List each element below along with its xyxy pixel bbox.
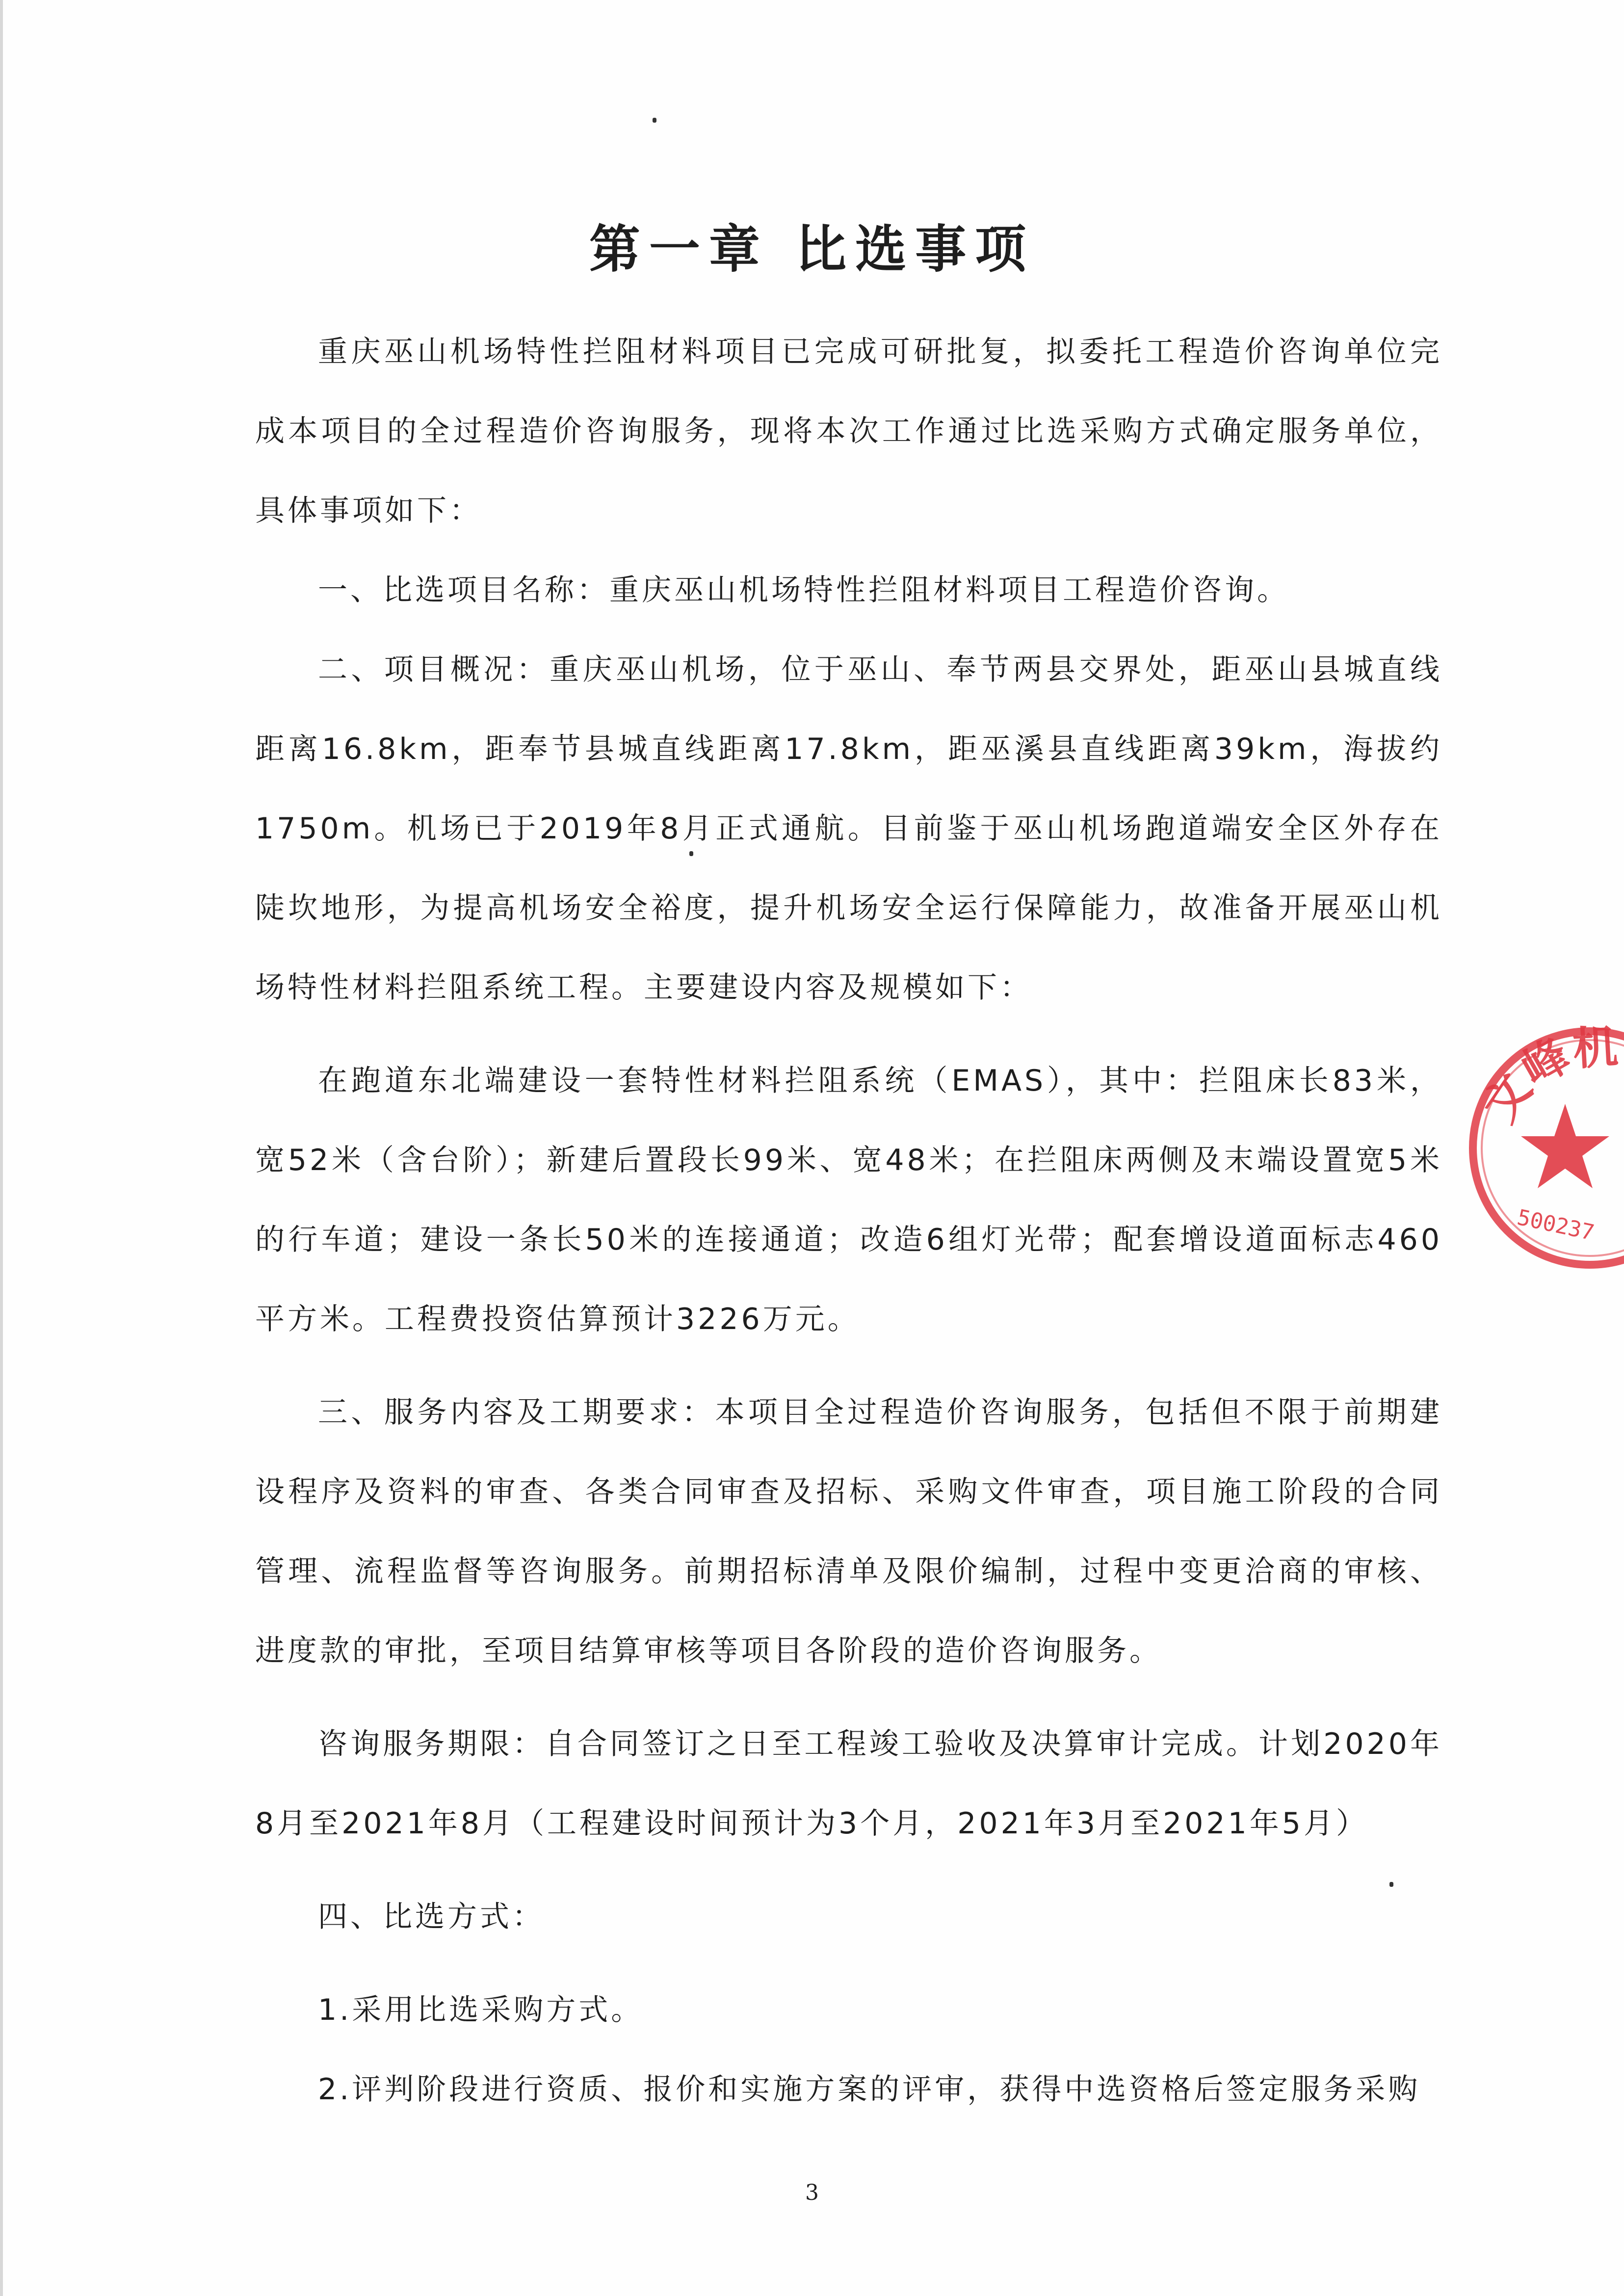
scan-edge-shadow — [0, 0, 3, 2296]
document-body — [255, 312, 1442, 2129]
paragraph-service-period: 咨询服务期限：自合同签订之日至工程竣工验收及决算审计完成。计划2020年8月至2021年8月（工程建设时间预计为3个月，2021年3月至2021年5月） — [255, 1727, 1442, 1841]
seal-star-icon — [1521, 1104, 1609, 1188]
page-number: 3 — [805, 2180, 819, 2205]
company-seal-stamp — [1462, 1020, 1624, 1276]
paragraph-selection-method: 四、比选方式： — [318, 1900, 545, 1934]
paragraph-project-overview: 二、项目概况：重庆巫山机场，位于巫山、奉节两县交界处，距巫山县城直线距离16.8km，距奉节县城直线距离17.8km，距巫溪县直线距离39km，海拔约1750m。机场已于2019年8月正式通航。目前鉴于巫山机场跑道端安全区外存在陡坎地形，为提高机场安全裕度，提升机场安全运行保障能力，故准备开展巫山机场特性材料拦阻系统工程。主要建设内容及规模如下： — [255, 652, 1442, 1005]
scan-speck — [653, 118, 656, 123]
chapter-title: 第一章 比选事项 — [589, 219, 1035, 279]
svg-text:500237: 500237 — [1515, 1204, 1597, 1246]
paragraph-project-name: 一、比选项目名称：重庆巫山机场特性拦阻材料项目工程造价咨询。 — [318, 573, 1289, 607]
paragraph-intro: 重庆巫山机场特性拦阻材料项目已完成可研批复，拟委托工程造价咨询单位完成本项目的全过程造价咨询服务，现将本次工作通过比选采购方式确定服务单位，具体事项如下： — [255, 335, 1442, 528]
paragraph-service-content: 三、服务内容及工期要求：本项目全过程造价咨询服务，包括但不限于前期建设程序及资料的审查、各类合同审查及招标、采购文件审查，项目施工阶段的合同管理、流程监督等咨询服务。前期招标清单及限价编制，过程中变更洽商的审核、进度款的审批，至项目结算审核等项目各阶段的造价咨询服务。 — [255, 1395, 1442, 1668]
paragraph-construction-scope: 在跑道东北端建设一套特性材料拦阻系统（EMAS），其中：拦阻床长83米，宽52米（含台阶）；新建后置段长99米、宽48米；在拦阻床两侧及末端设置宽5米的行车道；建设一条长50米的连接通道；改造6组灯光带；配套增设道面标志460平方米。工程费投资估算预计3226万元。 — [255, 1064, 1442, 1336]
svg-text:文峰机: 文峰机 — [1473, 1020, 1620, 1131]
list-item-method-1: 1.采用比选采购方式。 — [318, 1993, 644, 2027]
list-item-method-2: 2.评判阶段进行资质、报价和实施方案的评审，获得中选资格后签定服务采购 — [318, 2072, 1421, 2107]
